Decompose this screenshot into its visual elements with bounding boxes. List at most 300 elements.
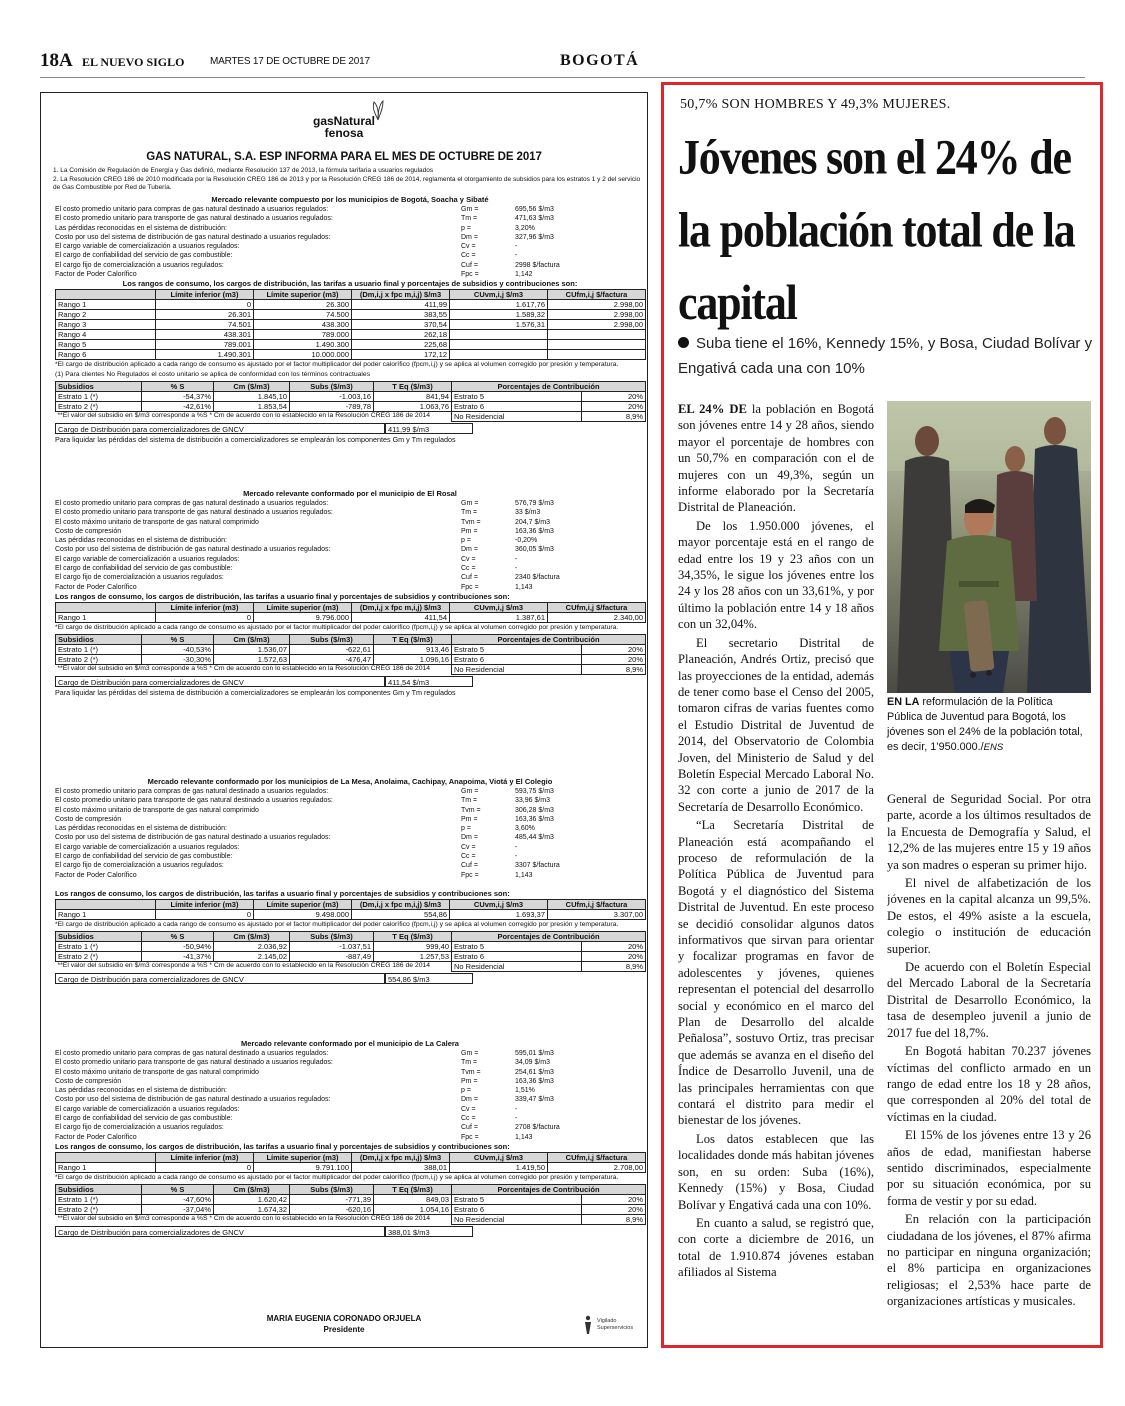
cost-value: 34,09 $/m3 bbox=[515, 1059, 551, 1067]
cost-label: El cargo de confiabilidad del servicio de gas combustible: bbox=[55, 853, 233, 861]
table-cell: 383,55 bbox=[352, 310, 450, 320]
column-header bbox=[56, 290, 156, 300]
subsidios-table bbox=[55, 931, 646, 972]
cost-value: - bbox=[515, 1115, 518, 1123]
rangos-table bbox=[55, 289, 646, 360]
gncv-row bbox=[55, 973, 645, 985]
cost-value: 306,28 $/m3 bbox=[515, 806, 554, 814]
cost-label: El costo promedio unitario para compras de gas natural destinado a usuarios regulados: bbox=[55, 206, 329, 213]
table-row bbox=[56, 1215, 646, 1225]
gncv-value: 388,01 $/m3 bbox=[385, 1226, 473, 1237]
cost-row bbox=[55, 1114, 645, 1123]
column-header: T Eq ($/m3) bbox=[374, 635, 452, 645]
table-cell bbox=[450, 340, 548, 350]
cost-row bbox=[55, 1068, 645, 1077]
cost-value: - bbox=[515, 555, 518, 563]
cost-symbol: p = bbox=[461, 825, 471, 833]
cost-symbol: Tvm = bbox=[461, 806, 481, 814]
table-cell: 26.301 bbox=[156, 310, 254, 320]
gncv-value: 554,86 $/m3 bbox=[385, 973, 473, 984]
vigilado-text: Vigilado Superservicios bbox=[597, 1318, 634, 1331]
table-cell bbox=[548, 350, 646, 360]
column-header: CUvm,i,j $/m3 bbox=[450, 290, 548, 300]
article-headline: Jóvenes son el 24% de la población total de la capital bbox=[678, 129, 1075, 331]
cost-row bbox=[55, 270, 645, 279]
article-paragraph: EL 24% DE la población en Bogotá son jóvenes entre 14 y 28 años, siendo mayor el porcentaje de hombres con un 50,7% en comparación con el de mujeres con un 49,3%, según un informe elaborado por la Secretaría Distrital de Planeación. bbox=[678, 402, 874, 515]
table-cell: 1.620,42 bbox=[214, 1195, 290, 1205]
cost-value: 339,47 $/m3 bbox=[515, 1096, 554, 1104]
table-cell: Rango 1 bbox=[56, 1162, 156, 1172]
cost-symbol: Dm = bbox=[461, 546, 478, 554]
table-cell: -37,04% bbox=[142, 1205, 214, 1215]
table-cell: -887,49 bbox=[290, 952, 374, 962]
column-header: (Dm,i,j x fpc m,i,j) $/m3 bbox=[352, 290, 450, 300]
column-header: CUfm,i,j $/factura bbox=[548, 290, 646, 300]
cost-symbol: Cv = bbox=[461, 243, 476, 251]
subsidios-table bbox=[55, 381, 646, 422]
column-header: CUfm,i,j $/factura bbox=[548, 1152, 646, 1162]
table-row bbox=[56, 300, 646, 310]
cost-value: 163,36 $/m3 bbox=[515, 1077, 554, 1085]
cost-symbol: Cc = bbox=[461, 853, 476, 861]
column-header: T Eq ($/m3) bbox=[374, 382, 452, 392]
table-cell: -1.003,16 bbox=[290, 392, 374, 402]
cost-row bbox=[55, 806, 645, 815]
notice-notes bbox=[53, 167, 643, 193]
column-header: Porcentajes de Contribución bbox=[452, 1185, 646, 1195]
cost-label: El cargo de confiabilidad del servicio de gas combustible: bbox=[55, 252, 233, 260]
rangos-title: Los rangos de consumo, los cargos de distribución, las tarifas a usuario final y porcentajes de subsidios y contribuciones son: bbox=[55, 888, 510, 898]
cost-row bbox=[55, 242, 645, 251]
cost-symbol: Gm = bbox=[461, 206, 479, 213]
cost-label: El costo promedio unitario para compras de gas natural destinado a usuarios regulados: bbox=[55, 788, 329, 795]
column-header: Subsidios bbox=[56, 1185, 142, 1195]
cost-label: Costo por uso del sistema de distribución de gas natural destinado a usuarios regulados: bbox=[55, 233, 331, 241]
table-cell: -620,16 bbox=[290, 1205, 374, 1215]
notice-title: GAS NATURAL, S.A. ESP INFORMA PARA EL MES DE OCTUBRE DE 2017 bbox=[146, 151, 542, 163]
column-header: Límite inferior (m3) bbox=[156, 602, 254, 612]
table-header-row bbox=[56, 932, 646, 942]
cost-row bbox=[55, 815, 645, 824]
table-cell: 20% bbox=[582, 392, 646, 402]
column-header: Límite inferior (m3) bbox=[156, 899, 254, 909]
cost-symbol: Tvm = bbox=[461, 518, 481, 526]
table-cell: Estrato 6 bbox=[452, 1205, 582, 1215]
table-cell: Estrato 2 (*) bbox=[56, 655, 142, 665]
cost-value: 1,143 bbox=[515, 1133, 533, 1141]
table-header-row bbox=[56, 382, 646, 392]
table-cell: -30,30% bbox=[142, 655, 214, 665]
cost-symbol: Cc = bbox=[461, 1115, 476, 1123]
market-section bbox=[55, 195, 645, 445]
table-cell: 20% bbox=[582, 952, 646, 962]
cost-symbol: Cv = bbox=[461, 555, 476, 563]
cost-symbol: Tm = bbox=[461, 797, 478, 805]
cost-label: Las pérdidas reconocidas en el sistema de distribución: bbox=[55, 537, 227, 545]
table-cell: 74.500 bbox=[254, 310, 352, 320]
cost-value: - bbox=[515, 1105, 518, 1113]
article-column-1 bbox=[678, 401, 874, 1341]
table-row bbox=[56, 1205, 646, 1215]
perdidas-note: Para liquidar las pérdidas del sistema de distribución a comercializadores se emplearán los componentes Gm y Tm regulados bbox=[55, 435, 456, 445]
cost-symbol: Pm = bbox=[461, 527, 478, 535]
cost-label: El cargo de confiabilidad del servicio de gas combustible: bbox=[55, 565, 233, 573]
table-cell: 554,86 bbox=[352, 909, 450, 919]
cost-row bbox=[55, 833, 645, 842]
table-cell: 913,46 bbox=[374, 645, 452, 655]
subsidios-table bbox=[55, 634, 646, 675]
column-header: Límite inferior (m3) bbox=[156, 290, 254, 300]
column-header: Límite superior (m3) bbox=[254, 602, 352, 612]
cost-value: 33 $/m3 bbox=[515, 509, 541, 517]
article-paragraph: En Bogotá habitan 70.237 jóvenes víctimas del conflicto armado en un rango de edad entre los 18 y 28 años, que corresponden al 20% del total de víctimas en la ciudad. bbox=[887, 1044, 1091, 1124]
cost-value: - bbox=[515, 252, 518, 260]
subsidio-note: **El valor del subsidio en $/m3 corresponde a %S * Cm de acuerdo con lo establecido en la Resolución CREG 186 de 2014 bbox=[57, 962, 431, 970]
table-cell: -1.037,51 bbox=[290, 942, 374, 952]
cost-value: 3307 $/factura bbox=[515, 862, 560, 870]
cost-row bbox=[55, 583, 645, 592]
column-header: Subsidios bbox=[56, 932, 142, 942]
table-cell: 2.998,00 bbox=[548, 320, 646, 330]
table-row bbox=[56, 402, 646, 412]
column-header: Subs ($/m3) bbox=[290, 1185, 374, 1195]
cost-label: El costo máximo unitario de transporte de gas natural comprimido bbox=[55, 1068, 259, 1076]
no-residencial-value: 8,9% bbox=[582, 412, 646, 422]
table-cell: Rango 6 bbox=[56, 350, 156, 360]
table-header-row bbox=[56, 1185, 646, 1195]
table-cell: 411,54 bbox=[352, 612, 450, 622]
cost-row bbox=[55, 261, 645, 270]
table-cell bbox=[450, 350, 548, 360]
cost-label: Factor de Poder Calorífico bbox=[55, 1133, 137, 1141]
newspaper-name: EL NUEVO SIGLO bbox=[82, 55, 185, 69]
cost-row bbox=[55, 787, 645, 796]
table-cell: Estrato 2 (*) bbox=[56, 952, 142, 962]
table-row bbox=[56, 1162, 646, 1172]
subsidio-note: **El valor del subsidio en $/m3 corresponde a %S * Cm de acuerdo con lo establecido en la Resolución CREG 186 de 2014 bbox=[57, 665, 431, 673]
cost-value: - bbox=[515, 853, 518, 861]
cost-row bbox=[55, 214, 645, 223]
no-regulados-note: (1) Para clientes No Regulados el costo unitario se aplica de conformidad con los términos contractuales bbox=[55, 370, 371, 378]
cost-row bbox=[55, 824, 645, 833]
cost-label: Costo de compresión bbox=[55, 1077, 122, 1085]
table-cell: Rango 4 bbox=[56, 330, 156, 340]
cost-symbol: Cuf = bbox=[461, 1124, 478, 1132]
cost-label: El costo promedio unitario para transporte de gas natural destinado a usuarios regulados: bbox=[55, 797, 333, 805]
table-cell: 20% bbox=[582, 942, 646, 952]
column-header bbox=[56, 602, 156, 612]
table-cell: 1.674,32 bbox=[214, 1205, 290, 1215]
cost-symbol: Gm = bbox=[461, 500, 479, 507]
cost-row bbox=[55, 1058, 645, 1067]
table-cell: Estrato 1 (*) bbox=[56, 1195, 142, 1205]
cargo-note: *El cargo de distribución aplicado a cada rango de consumo es ajustado por el factor multiplicador del poder calorífico (fpcm,i,j) y se aplica al volumen corregido por presión y temperatura. bbox=[55, 623, 619, 631]
cost-symbol: Tvm = bbox=[461, 1068, 481, 1076]
cost-symbol: Tm = bbox=[461, 509, 478, 517]
signature-block bbox=[41, 1313, 647, 1335]
table-cell: Estrato 5 bbox=[452, 645, 582, 655]
cost-value: - bbox=[515, 243, 518, 251]
cost-value: 471,63 $/m3 bbox=[515, 215, 554, 223]
cost-symbol: Fpc = bbox=[461, 1133, 479, 1141]
table-cell: 1.063,76 bbox=[374, 402, 452, 412]
article-paragraph: “La Secretaría Distrital de Planeación está acompañando el proceso de reformulación de la Política Pública de Juventud para Bogotá y el diagnóstico del Sistema Distrital de Juventud. En este proceso se decidió consolidar algunos datos informativos que sirvan para orientar y focalizar programas en favor de adolescentes y jóvenes, quienes representan el potencial del desarrollo social y económico en el marco del Plan de Desarrollo del alcalde Peñalosa”, sostuvo Ortiz, tras precisar que además se avanza en el diseño del Índice de Desarrollo Juvenil, una de las principales herramientas con que contará el distrito para medir el bienestar de los jóvenes. bbox=[678, 818, 874, 1128]
table-header-row bbox=[56, 290, 646, 300]
table-cell: 2.145,02 bbox=[214, 952, 290, 962]
cost-label: El costo promedio unitario para compras de gas natural destinado a usuarios regulados: bbox=[55, 1050, 329, 1057]
page-number: 18A bbox=[40, 50, 73, 71]
no-residencial-value: 8,9% bbox=[582, 1215, 646, 1225]
subsidio-note: **El valor del subsidio en $/m3 corresponde a %S * Cm de acuerdo con lo establecido en la Resolución CREG 186 de 2014 bbox=[57, 1215, 431, 1223]
cost-row bbox=[55, 508, 645, 517]
table-cell: 0 bbox=[156, 300, 254, 310]
cost-label: Las pérdidas reconocidas en el sistema de distribución: bbox=[55, 1087, 227, 1095]
cost-row bbox=[55, 1095, 645, 1104]
market-section bbox=[55, 777, 645, 985]
news-article bbox=[661, 82, 1103, 1348]
table-cell: Estrato 2 (*) bbox=[56, 402, 142, 412]
market-section bbox=[55, 489, 645, 698]
table-cell: 262,18 bbox=[352, 330, 450, 340]
table-row bbox=[56, 909, 646, 919]
cost-symbol: p = bbox=[461, 1087, 471, 1095]
table-cell: Estrato 1 (*) bbox=[56, 392, 142, 402]
table-cell bbox=[450, 330, 548, 340]
table-cell: 789.000 bbox=[254, 330, 352, 340]
market-title: Mercado relevante conformado por el municipio de El Rosal bbox=[243, 489, 457, 498]
no-residencial-label: No Residencial bbox=[452, 962, 582, 972]
cost-label: Costo por uso del sistema de distribución de gas natural destinado a usuarios regulados: bbox=[55, 1096, 331, 1104]
signer-name: MARIA EUGENIA CORONADO ORJUELA bbox=[266, 1314, 422, 1323]
table-row bbox=[56, 330, 646, 340]
cost-label: El cargo fijo de comercialización a usuarios regulados: bbox=[55, 574, 224, 582]
logo-line-2: fenosa bbox=[324, 126, 364, 140]
gas-natural-logo bbox=[299, 99, 389, 141]
cost-label: Las pérdidas reconocidas en el sistema de distribución: bbox=[55, 224, 227, 232]
cost-value: 2998 $/factura bbox=[515, 261, 560, 269]
column-header bbox=[56, 1152, 156, 1162]
rangos-title: Los rangos de consumo, los cargos de distribución, las tarifas a usuario final y porcentajes de subsidios y contribuciones son: bbox=[55, 1141, 510, 1151]
table-cell: 20% bbox=[582, 655, 646, 665]
article-paragraph: General de Seguridad Social. Por otra parte, acorde a los últimos resultados de la Encuesta de Demografía y Salud, el 12,2% de las mujeres entre 15 y 19 años ya son madres o esperan su primer hijo. bbox=[887, 792, 1091, 872]
cost-value: 327,96 $/m3 bbox=[515, 233, 554, 241]
cost-row bbox=[55, 518, 645, 527]
cost-value: 33,96 $/m3 bbox=[515, 797, 551, 805]
cost-symbol: Dm = bbox=[461, 233, 478, 241]
rangos-table bbox=[55, 899, 646, 920]
table-cell: 1.845,10 bbox=[214, 392, 290, 402]
column-header: Subs ($/m3) bbox=[290, 382, 374, 392]
table-cell: -41,37% bbox=[142, 952, 214, 962]
cost-value: 3,20% bbox=[515, 224, 535, 232]
column-header: Límite superior (m3) bbox=[254, 290, 352, 300]
table-row bbox=[56, 952, 646, 962]
table-cell: 1.257,53 bbox=[374, 952, 452, 962]
table-cell: 1.589,32 bbox=[450, 310, 548, 320]
cost-label: El cargo fijo de comercialización a usuarios regulados: bbox=[55, 261, 224, 269]
table-cell: 370,54 bbox=[352, 320, 450, 330]
cost-value: - bbox=[515, 565, 518, 573]
table-cell: 438.300 bbox=[254, 320, 352, 330]
vigilado-badge bbox=[583, 1315, 643, 1337]
table-cell: -622,61 bbox=[290, 645, 374, 655]
table-row bbox=[56, 655, 646, 665]
table-cell: Estrato 2 (*) bbox=[56, 1205, 142, 1215]
cost-label: El costo máximo unitario de transporte de gas natural comprimido bbox=[55, 518, 259, 526]
table-cell: 789.001 bbox=[156, 340, 254, 350]
gncv-row bbox=[55, 1226, 645, 1238]
column-header: Porcentajes de Contribución bbox=[452, 635, 646, 645]
gncv-value: 411,54 $/m3 bbox=[385, 676, 473, 687]
cost-row bbox=[55, 573, 645, 582]
table-cell: 1.572,63 bbox=[214, 655, 290, 665]
cost-row bbox=[55, 1123, 645, 1132]
cost-symbol: Cuf = bbox=[461, 261, 478, 269]
table-cell: Estrato 1 (*) bbox=[56, 942, 142, 952]
table-cell: 1.054,16 bbox=[374, 1205, 452, 1215]
column-header: % S bbox=[142, 635, 214, 645]
table-row bbox=[56, 942, 646, 952]
table-cell: 1.419,50 bbox=[450, 1162, 548, 1172]
table-cell: 1.387,61 bbox=[450, 612, 548, 622]
gncv-label: Cargo de Distribución para comercializadores de GNCV bbox=[55, 676, 385, 687]
table-cell: -54,37% bbox=[142, 392, 214, 402]
column-header: Cm ($/m3) bbox=[214, 1185, 290, 1195]
cost-value: 1,143 bbox=[515, 871, 533, 879]
cost-row bbox=[55, 1077, 645, 1086]
cost-symbol: Tm = bbox=[461, 1059, 478, 1067]
table-cell: 388,01 bbox=[352, 1162, 450, 1172]
table-cell: 411,99 bbox=[352, 300, 450, 310]
column-header: Subsidios bbox=[56, 635, 142, 645]
cost-symbol: Fpc = bbox=[461, 583, 479, 591]
cost-label: El costo promedio unitario para transporte de gas natural destinado a usuarios regulados: bbox=[55, 1059, 333, 1067]
no-residencial-label: No Residencial bbox=[452, 665, 582, 675]
table-cell: Estrato 1 (*) bbox=[56, 645, 142, 655]
cost-row bbox=[55, 1086, 645, 1095]
table-cell: 1.617,76 bbox=[450, 300, 548, 310]
table-cell: Estrato 6 bbox=[452, 402, 582, 412]
cost-row bbox=[55, 499, 645, 508]
article-paragraph: El secretario Distrital de Planeación, Andrés Ortiz, precisó que las proyecciones de la entidad, además de tener como base el Censo del 2005, tomaron cifras de varias fuentes como el Estudio Distrital de Juventud de 2014, del Observatorio de Colombia Joven, del Ministerio de Salud y del Boletín Especial Mercado Laboral No. 32 con corte a junio de 2017 de la Secretaría de Desarrollo Económico. bbox=[678, 635, 874, 814]
cost-row bbox=[55, 251, 645, 260]
cost-label: Las pérdidas reconocidas en el sistema de distribución: bbox=[55, 825, 227, 833]
table-cell: 20% bbox=[582, 1195, 646, 1205]
cost-label: Costo por uso del sistema de distribución de gas natural destinado a usuarios regulados: bbox=[55, 834, 331, 842]
cargo-note: *El cargo de distribución aplicado a cada rango de consumo es ajustado por el factor multiplicador del poder calorífico (fpcm,i,j) y se aplica al volumen corregido por presión y temperatura. bbox=[55, 361, 619, 369]
table-row bbox=[56, 645, 646, 655]
table-header-row bbox=[56, 635, 646, 645]
cost-row bbox=[55, 233, 645, 242]
cost-symbol: Dm = bbox=[461, 834, 478, 842]
market-section bbox=[55, 1039, 645, 1238]
gncv-label: Cargo de Distribución para comercializadores de GNCV bbox=[55, 1226, 385, 1237]
column-header: Límite inferior (m3) bbox=[156, 1152, 254, 1162]
table-cell: 225,68 bbox=[352, 340, 450, 350]
article-column-2 bbox=[887, 791, 1091, 1341]
table-cell: -789,78 bbox=[290, 402, 374, 412]
cost-value: 204,7 $/m3 bbox=[515, 518, 551, 526]
table-cell: 2.708,00 bbox=[548, 1162, 646, 1172]
table-cell: 999,40 bbox=[374, 942, 452, 952]
table-row bbox=[56, 350, 646, 360]
no-residencial-value: 8,9% bbox=[582, 962, 646, 972]
table-cell: 1.096,16 bbox=[374, 655, 452, 665]
cost-row bbox=[55, 536, 645, 545]
cost-row bbox=[55, 564, 645, 573]
table-cell: Estrato 5 bbox=[452, 392, 582, 402]
gas-natural-notice bbox=[40, 92, 648, 1348]
column-header: Límite superior (m3) bbox=[254, 899, 352, 909]
cost-symbol: p = bbox=[461, 537, 471, 545]
article-paragraph: En relación con la participación ciudadana de los jóvenes, el 87% afirma no participar en ninguna organización; el 8% participa en organizaciones religiosas; el 2,53% hace parte de organizaciones artísticas y musicales. bbox=[887, 1212, 1091, 1309]
perdidas-note: Para liquidar las pérdidas del sistema de distribución a comercializadores se emplearán los componentes Gm y Tm regulados bbox=[55, 688, 456, 698]
cost-row bbox=[55, 843, 645, 852]
table-cell: 2.998,00 bbox=[548, 300, 646, 310]
no-residencial-value: 8,9% bbox=[582, 665, 646, 675]
cost-row bbox=[55, 527, 645, 536]
column-header: % S bbox=[142, 932, 214, 942]
cost-label: Factor de Poder Calorífico bbox=[55, 583, 137, 591]
cost-row bbox=[55, 545, 645, 554]
cost-label: El cargo variable de comercialización a usuarios regulados: bbox=[55, 243, 240, 251]
cost-symbol: Fpc = bbox=[461, 271, 479, 279]
cost-label: Costo por uso del sistema de distribución de gas natural destinado a usuarios regulados: bbox=[55, 546, 331, 554]
cost-label: El costo máximo unitario de transporte de gas natural comprimido bbox=[55, 806, 259, 814]
cost-label: El cargo fijo de comercialización a usuarios regulados: bbox=[55, 862, 224, 870]
cost-value: 593,75 $/m3 bbox=[515, 788, 554, 795]
cost-symbol: Cuf = bbox=[461, 574, 478, 582]
table-cell: 849,03 bbox=[374, 1195, 452, 1205]
cost-label: El costo promedio unitario para compras de gas natural destinado a usuarios regulados: bbox=[55, 500, 329, 507]
no-residencial-label: No Residencial bbox=[452, 1215, 582, 1225]
photo-illustration bbox=[887, 401, 1091, 693]
table-cell: 0 bbox=[156, 909, 254, 919]
cost-value: 254,61 $/m3 bbox=[515, 1068, 554, 1076]
column-header: Cm ($/m3) bbox=[214, 635, 290, 645]
column-header bbox=[56, 899, 156, 909]
cost-value: 1,51% bbox=[515, 1087, 535, 1095]
logo-line-1: gasNatural bbox=[312, 114, 376, 128]
gncv-label: Cargo de Distribución para comercializadores de GNCV bbox=[55, 973, 385, 984]
rangos-title: Los rangos de consumo, los cargos de distribución, las tarifas a usuario final y porcentajes de subsidios y contribuciones son: bbox=[55, 591, 510, 601]
young-people-photo bbox=[887, 401, 1091, 693]
table-cell: -40,53% bbox=[142, 645, 214, 655]
cost-row bbox=[55, 205, 645, 214]
table-cell bbox=[548, 340, 646, 350]
subsidios-table bbox=[55, 1184, 646, 1225]
table-cell: Estrato 5 bbox=[452, 1195, 582, 1205]
column-header: CUfm,i,j $/factura bbox=[548, 899, 646, 909]
rangos-title: Los rangos de consumo, los cargos de distribución, las tarifas a usuario final y porcentajes de subsidios y contribuciones son: bbox=[122, 279, 578, 289]
table-cell: -476,47 bbox=[290, 655, 374, 665]
photo-caption: EN LA reformulación de la Política Pública de Juventud para Bogotá, los jóvenes son el 24% de la población total, es decir, 1’950.000./ENS bbox=[887, 696, 1083, 753]
cost-value: 695,56 $/m3 bbox=[515, 206, 554, 213]
table-cell: 841,94 bbox=[374, 392, 452, 402]
table-cell: 0 bbox=[156, 1162, 254, 1172]
table-cell: Rango 5 bbox=[56, 340, 156, 350]
market-title: Mercado relevante conformado por los municipios de La Mesa, Anolaima, Cachipay, Anapoima, Viotá y El Colegio bbox=[147, 777, 553, 786]
column-header: (Dm,i,j x fpc m,i,j) $/m3 bbox=[352, 1152, 450, 1162]
cargo-note: *El cargo de distribución aplicado a cada rango de consumo es ajustado por el factor multiplicador del poder calorífico (fpcm,i,j) y se aplica al volumen corregido por presión y temperatura. bbox=[55, 920, 619, 928]
table-cell: Rango 1 bbox=[56, 300, 156, 310]
article-paragraph: En cuanto a salud, se registró que, con corte a diciembre de 2016, un total de 1.910.874 jóvenes estaban afiliados al Sistema bbox=[678, 1215, 874, 1280]
column-header: % S bbox=[142, 382, 214, 392]
article-paragraph: Los datos establecen que las localidades donde más habitan jóvenes son, en su orden: Suba (16%), Kennedy (15%) y Bosa, Ciudad Bolívar y Engativá cada una con 10%. bbox=[678, 1131, 874, 1212]
article-paragraph: De los 1.950.000 jóvenes, el mayor porcentaje está en el rango de edad entre los 19 y 23 años con un 34,35%, le sigue los jóvenes entre los 24 y los 28 años con un 33,61%, y por último la población entre 14 y 18 años con un 32,04%. bbox=[678, 518, 874, 632]
cost-label: El cargo variable de comercialización a usuarios regulados: bbox=[55, 843, 240, 851]
cost-value: - bbox=[515, 843, 518, 851]
